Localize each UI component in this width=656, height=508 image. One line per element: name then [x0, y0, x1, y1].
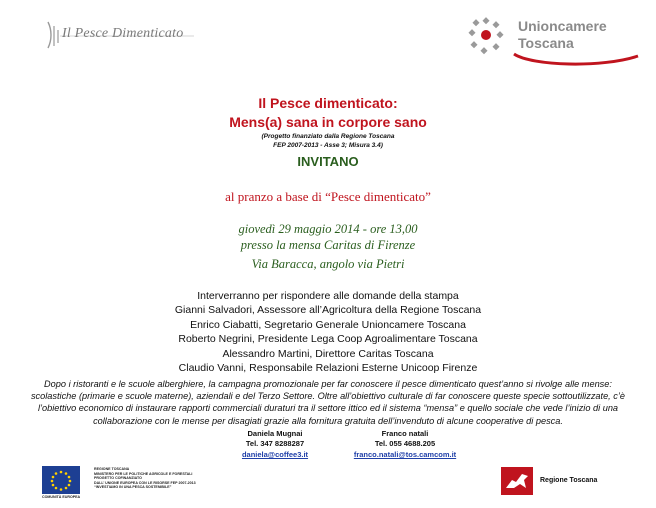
eu-text-block — [94, 467, 224, 490]
speaker-item: Enrico Ciabatti, Segretario Generale Unioncamere Toscana — [190, 318, 466, 331]
contact-name: Franco natali — [381, 429, 429, 438]
eu-line: DALL’ UNIONE EUROPEA CON LE RISORSE FEP 2007-2013 — [94, 480, 196, 485]
description-paragraph — [16, 378, 640, 427]
eu-caption: COMUNITÀ EUROPEA — [42, 495, 81, 499]
event-place: presso la mensa Caritas di Firenze — [240, 238, 416, 252]
paragraph-line: collaborazione con le mense per disagiati grazie alla fornitura gratuita dell’invenduto di alcune cooperative di pesca. — [93, 415, 563, 426]
speaker-item: Alessandro Martini, Direttore Caritas Toscana — [222, 347, 434, 360]
contact-tel: Tel. 347 8288287 — [245, 438, 305, 448]
contact-natali — [350, 429, 460, 460]
event-line: al pranzo a base di “Pesce dimenticato” — [225, 189, 431, 204]
regione-toscana-text: Regione Toscana — [540, 477, 598, 484]
eu-cofinancing-block — [42, 466, 222, 498]
logo-line1: Unioncamere — [518, 18, 607, 34]
contact-email-link[interactable]: franco.natali@tos.camcom.it — [353, 450, 457, 459]
pesce-dimenticato-logo — [44, 16, 204, 56]
contact-mugnai — [230, 429, 320, 460]
logo-text: Il Pesce Dimenticato — [62, 26, 184, 41]
event-address: Via Baracca, angolo via Pietri — [251, 257, 405, 271]
eu-line: MINISTERO PER LE POLITICHE AGRICOLE E FORESTALI — [94, 471, 193, 476]
eu-line: PROGETTO COFINANZIATO — [94, 476, 142, 481]
contact-email-link[interactable]: daniela@coffee3.it — [241, 450, 309, 459]
title-line1: Il Pesce dimenticato: — [258, 95, 398, 111]
invitano-heading: INVITANO — [297, 154, 359, 169]
speaker-item: Gianni Salvadori, Assessore all’Agricoltura della Regione Toscana — [174, 304, 482, 317]
contact-tel: Tel. 055 4688.205 — [374, 438, 436, 448]
speaker-item: Roberto Negrini, Presidente Lega Coop Agroalimentare Toscana — [178, 333, 478, 346]
project-line2: FEP 2007-2013 - Asse 3; Misura 3.4) — [273, 142, 383, 149]
speaker-intro: Interverranno per rispondere alle domande della stampa — [197, 290, 459, 302]
title-line2: Mens(a) sana in corpore sano — [229, 114, 427, 130]
regione-toscana-logo — [500, 466, 630, 496]
pegasus-icon — [500, 466, 534, 496]
logo-line2: Toscana — [518, 35, 574, 51]
unioncamere-mark-icon — [466, 16, 512, 62]
paragraph-line: scolastiche (primarie e scuole materne), aziendali e del Terzo Settore. Oltre all’obiettivo culturale di far conoscere queste specie sottoutilizzate, c’è — [30, 391, 626, 402]
eu-flag-icon — [42, 466, 80, 494]
event-date: giovedì 29 maggio 2014 - ore 13,00 — [238, 222, 418, 236]
paragraph-line: l’obiettivo economico di instaurare rapporti commerciali duraturi tra il settore ittico ed il sistema “mensa” e quello sociale che vede l’inizio di una — [37, 403, 619, 414]
swoosh-icon — [512, 52, 642, 68]
speakers-list — [0, 289, 656, 375]
paragraph-line: Dopo i ristoranti e le scuole alberghiere, la campagna promozionale per far conoscere il pesce dimenticato quest’anno si rivolge alle mense: — [44, 379, 612, 389]
eu-line: REGIONE TOSCANA — [94, 467, 130, 471]
project-line1: (Progetto finanziato dalla Regione Toscana — [261, 133, 395, 140]
unioncamere-logo — [466, 16, 642, 70]
contact-name: Daniela Mugnai — [247, 429, 303, 438]
speaker-item: Claudio Vanni, Responsabile Relazioni Esterne Unicoop Firenze — [178, 362, 478, 375]
eu-line: “INVESTIAMO IN UNA PESCA SOSTENIBILE” — [94, 485, 172, 490]
